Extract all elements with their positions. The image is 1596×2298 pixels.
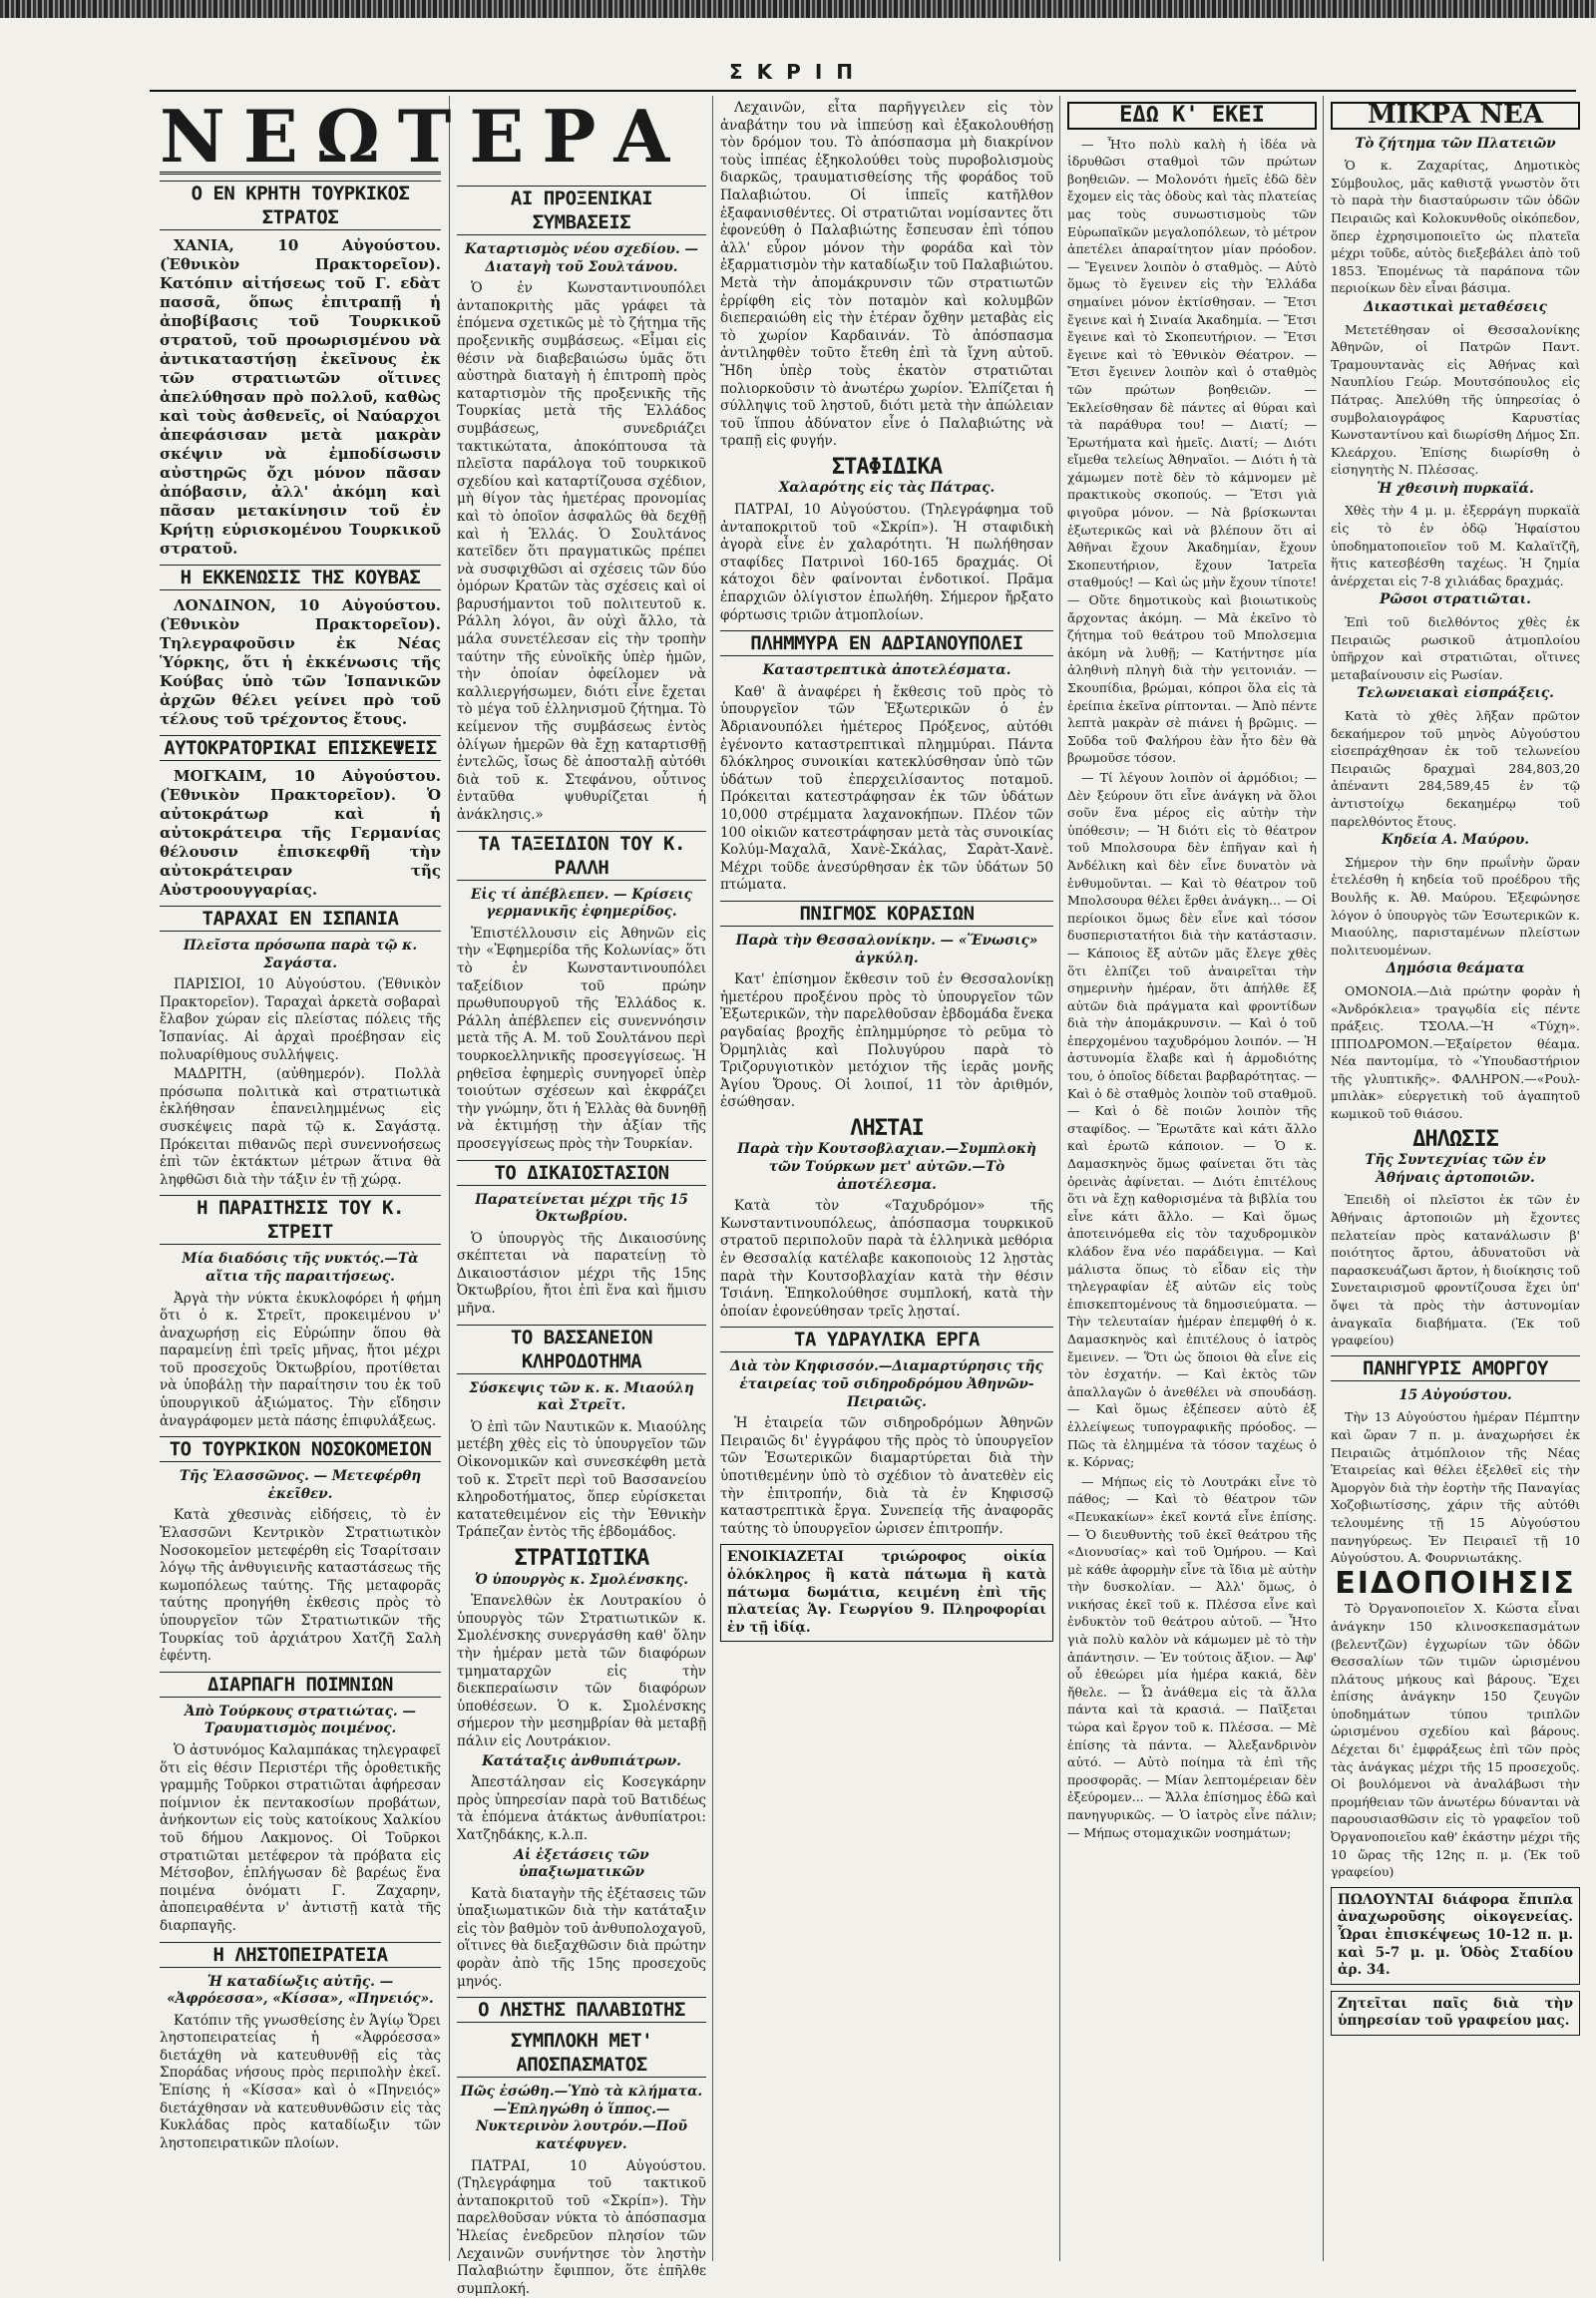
- article-text: ΜΟΓΚΑΙΜ, 10 Αὐγούστου. (Ἐθνικὸν Πρακτορεῖον). Ὁ αὐτοκράτωρ καὶ ἡ αὐτοκράτειρα τῆς Γερμανίας θέλουσιν ἐπισκεφθῆ τὴν αὐτοκράτειραν τῆς Αὐστροουγγαρίας.: [160, 767, 441, 899]
- headline: Η ΕΚΚΕΝΩΣΙΣ ΤΗΣ ΚΟΥΒΑΣ: [160, 565, 441, 590]
- headline: ΛΗΣΤΑΙ: [850, 1115, 924, 1141]
- subheadline: Κατάταξις ἀνθυπιάτρων.: [482, 1752, 681, 1769]
- article-text: Κατὰ χθεσινὰς εἰδήσεις, τὸ ἐν Ἐλασσῶνι Κεντρικὸν Στρατιωτικὸν Νοσοκομεῖον μετεφέρθη εἰς Τσαρίτσαιν λόγῳ τῆς ἀνθυγιεινῆς καταστάσεως τῆς κωμοπόλεως ταύτης. Τῆς μεταφορᾶς ταύτης προηγήθη ἐκθεσις πρὸς τὸ ὑπουργεῖον τῶν Στρατιωτικῶν τῆς Τουρκίας τοῦ ἀρχιάτρου Χατζῆ Σαλὴ ἐφέντη.: [160, 1507, 441, 1665]
- article-text: Κατὰ τὸν «Ταχυδρόμον» τῆς Κωνσταντινουπόλεως, ἀπόσπασμα τουρκικοῦ στρατοῦ περιπολοῦν παρὰ τὰ ἑλληνικὰ μεθόρια ἐν Θεσσαλίᾳ κατέλαβε κακοποιοὺς 12 λῃστὰς παρὰ τὴν Κουτσοβλαχίαν κατὰ τὴν θέσιν Τσιάνη. Ἐπηκολούθησε συμπλοκή, κατὰ τὴν ὁποίαν ἐφονεύθησαν τρεῖς λῃσταί.: [720, 1198, 1053, 1320]
- section-box-title: ΜΙΚΡΑ ΝΕΑ: [1331, 102, 1580, 130]
- headline: ΣΤΡΑΤΙΩΤΙΚΑ: [514, 1546, 649, 1571]
- headline: ΤΟ ΒΑΣΣΑΝΕΙΟΝ ΚΛΗΡΟΔΟΤΗΜΑ: [457, 1325, 706, 1374]
- column-separator: [712, 96, 713, 2261]
- column-5: [1331, 100, 1580, 2271]
- subheadline: Αἱ ἐξετάσεις τῶν ὑπαξιωματικῶν: [514, 1846, 649, 1881]
- subheadline: Παρατείνεται μέχρι τῆς 15 Ὀκτωβρίου.: [475, 1191, 688, 1226]
- classified-ad: ΕΝΟΙΚΙΑΖΕΤΑΙ τριώροφος οἰκία ὁλόκληρος ἢ κατὰ πάτωμα ἢ κατὰ πάτωμα δωμάτια, κειμένη ἐπὶ τῆς πλατείας Ἁγ. Γεωργίου 9. Πληροφορίαι ἐν τῇ ἰδίᾳ.: [720, 1544, 1053, 1642]
- article-text: ΠΑΤΡΑΙ, 10 Αὐγούστου. (Τηλεγράφημα τοῦ ἀνταποκριτοῦ τοῦ «Σκρίπ»). Ἡ σταφιδικὴ ἀγορὰ εἶνε ἐν χαλαρότητι. Ἡ πωλήθησαν σταφίδες Πατρινοὶ 160-165 δραχμάς. Οἱ κάτοχοι δὲν φαίνονται ἐνδοτικοί. Πρᾶμα ἐπαρχιῶν ὀλίγιστον ἐπωλήθη. Σήμερον ἤρξατο φόρτωσις τριῶν ἀτμοπλοίων.: [720, 502, 1053, 623]
- subheadline: Δημόσια θεάματα: [1386, 960, 1525, 977]
- headline: ΑΙ ΠΡΟΞΕΝΙΚΑΙ ΣΥΜΒΑΣΕΙΣ: [457, 186, 706, 235]
- article-text: ΠΑΡΙΣΙΟΙ, 10 Αὐγούστου. (Ἐθνικὸν Πρακτορεῖον). Ταραχαὶ ἀρκετὰ σοβαραὶ ἔλαβον χώραν εἰς πλείστας πόλεις τῆς Ἱσπανίας. Αἱ ἀρχαὶ προέβησαν εἰς πολυαρίθμους συλλήψεις.: [160, 976, 441, 1063]
- article-text: Μετετέθησαν οἱ Θεσσαλονίκης Ἀθηνῶν, οἱ Πατρῶν Παντ. Τραμουντανὰς εἰς Ἀθήνας καὶ Ναυπλίου Γεώρ. Μουτσόπουλος εἰς Πάτρας. Ἀπελύθη τῆς ὑπηρεσίας ὁ συμβολαιογράφος Καρυστίας Κωνσταντίνου καὶ διωρίσθη Δήμος Σπ. Κλεάρχου. Ἐπίσης διωρίσθη ὁ εἰσηγητὴς Ν. Πλέσσας.: [1331, 321, 1580, 478]
- subheadline: Τελωνειακαὶ εἰσπράξεις.: [1357, 685, 1554, 702]
- article-text: ΛΟΝΔΙΝΟΝ, 10 Αὐγούστου. (Ἐθνικὸν Πρακτορεῖον). Τηλεγραφοῦσιν ἐκ Νέας Ὑόρκης, ὅτι ἡ ἐκκένωσις τῆς Κούβας ὑπὸ τῶν Ἱσπανικῶν ἀρχῶν θέλει γείνει πρὸ τοῦ τέλους τοῦ τρέχοντος ἔτους.: [160, 596, 441, 728]
- article-text: Ὁ κ. Ζαχαρίτας, Δημοτικὸς Σύμβουλος, μᾶς καθιστᾷ γνωστὸν ὅτι τὸ παρὰ τὴν διασταύρωσιν τῶν ὁδῶν Πειραιῶς καὶ Κολοκυνθοῦς οἰκόπεδον, ὅπερ ἐχρησιμοποιεῖτο ὡς πλατεῖα μέχρι τοῦδε, αὐτὸς διεξεβάλει ἀπὸ τοῦ 1853. Ἐπομένως τὰ παράπονα τῶν περιοίκων δὲν εἶναι βάσιμα.: [1331, 158, 1580, 296]
- column-3: [720, 100, 1053, 2271]
- article-text: Ὁ ἐπὶ τῶν Ναυτικῶν κ. Μιαούλης μετέβη χθὲς εἰς τὸ ὑπουργεῖον τῶν Οἰκονομικῶν καὶ συνεσκέφθη μετὰ τοῦ κ. Στρεῖτ περὶ τοῦ Βασσανείου κληροδοτήματος, ὅπερ εὑρίσκεται κατατεθειμένον εἰς τὴν Ἐθνικὴν Τράπεζαν ἐντὸς τῆς ἑβδομάδος.: [457, 1418, 706, 1541]
- article-text: Ἡ ἑταιρεία τῶν σιδηροδρόμων Ἀθηνῶν Πειραιῶς δι' ἐγγράφου τῆς πρὸς τὸ ὑπουργεῖον τῶν Ἐσωτερικῶν διαμαρτύρεται διὰ τὴν ὑποτιθεμένην ὑπὸ τὸ σχέδιον τὸ ἀνατεθὲν εἰς τὴν ἐπιτροπήν, διὰ τὰ ἐν Κηφισσῷ καταστρεπτικὰ ἔργα. Συνεπείᾳ τῆς ἀναφορᾶς ταύτης τὸ ὑπουργεῖον ὡρισεν ἐπιτροπήν.: [720, 1415, 1053, 1537]
- article-text: Ὁ ἀστυνόμος Καλαμπάκας τηλεγραφεῖ ὅτι εἰς θέσιν Περιστέρι τῆς ὁροθετικῆς γραμμῆς Τοῦρκοι στρατιῶται ἀφήρεσαν ποίμνιον ἐκ πεντακοσίων προβάτων, ἀνήκοντων εἰς τοὺς κατοίκους Χαλκίου τοῦ δήμου Λακμονος. Οἱ Τοῦρκοι στρατιῶται μετέφερον τὰ πρόβατα εἰς Μέτσοβον, ἐπλήγωσαν δὲ βαρέως ἕνα ποιμένα ὀνόματι Γ. Ζαχαρην, ἀποπειραθέντα ν' ἀντιστῇ κατὰ τῆς διαρπαγῆς.: [160, 1741, 441, 1934]
- subheadline: Ὁ ὑπουργὸς κ. Σμολένσκης.: [474, 1571, 689, 1588]
- headline: ΤΑ ΤΑΞΕΙΔΙΟΝ ΤΟΥ Κ. ΡΑΛΛΗ: [457, 831, 706, 881]
- article-text: Ἐπειδὴ οἱ πλεῖστοι ἐκ τῶν ἐν Ἀθήναις ἀρτοποιῶν μὴ ἔχοντες πελατείαν πρὸς κατανάλωσιν β' ποιότητος ἄρτου, ἀδυνατοῦσι νὰ παρασκευάζωσι ἄρτον, ἡ διοίκησις τοῦ Συνεταιρισμοῦ φροντίζουσα ἔχει ὑπ' ὄψει τὰ πρὸς τὴν ἀστυνομίαν ἀναγκαῖα διαβήματα. (Ἐκ τοῦ γραφείου): [1331, 1192, 1580, 1348]
- column-2: [457, 180, 706, 2297]
- article-text: Καθ' ἃ ἀναφέρει ἡ ἔκθεσις τοῦ πρὸς τὸ ὑπουργεῖον τῶν Ἐξωτερικῶν ὁ ἐν Ἀδριανουπόλει ἡμέτερος Πρόξενος, αὐτόθι ἐγένοντο καταστρεπτικαὶ πλημμύραι. Πάντα δλόκληρος συνοικίαι κατεκλύσθησαν ὑπὸ τῶν ὑδάτων τοῦ ἐπερχειλίσαντος ποταμοῦ. Πρόκειται κατεστράφησαν ἐκ τῶν ὑδάτων 10,000 στρέμματα λαχανοκήπων. Πλέον τῶν 100 οἰκιῶν κατεστράφησαν μετὰ τὰς συνοικίας Κολύμ-Μαχαλᾶ, Χανὲ-Σκάλας, Σαρὰτ-Χανὲ. Μέχρι τοῦδε ἀνεσύρθησαν ἐκ τῶν ὑδάτων 50 πτώματα.: [720, 683, 1053, 894]
- article-text: Ἀπεστάλησαν εἰς Κοσεγκάρην πρὸς ὑπηρεσίαν παρὰ τοῦ Βατιδέως τὰ ἑπόμενα ἀτάκτως ἀνθυπίατροι: Χατζηδάκης, κ.λ.π.: [457, 1774, 706, 1843]
- article-text: Τὴν 13 Αὐγούστου ἡμέραν Πέμπτην καὶ ὥραν 7 π. μ. ἀναχωρήσει ἐκ Πειραιῶς ἀτμόπλοιον τῆς Νέας Ἑταιρείας καὶ θέλει ἐξελθεῖ εἰς τὴν Ἀμοργὸν διὰ τὴν ἑορτὴν τῆς Παναγίας Χοζοβιωτίσσης, χάριν τῆς αὐτόθι τελουμένης τῇ 15 Αὐγούστου πανηγύρεως. Ἐν Πειραιεῖ τῇ 10 Αὐγούστου. Α. Φουρνιωτάκης.: [1331, 1409, 1580, 1566]
- subheadline: Δικαστικαὶ μεταθέσεις: [1364, 298, 1547, 315]
- subheadline: Καταρτισμὸς νέου σχεδίου. — Διαταγὴ τοῦ Σουλτάνου.: [464, 241, 699, 275]
- subheadline: Εἰς τί ἀπέβλεπεν. — Κρίσεις γερμανικῆς ἐφημερίδος.: [471, 886, 692, 921]
- subheadline: Τὸ ζήτημα τῶν Πλατειῶν: [1355, 135, 1556, 152]
- article-text: Ἐπὶ τοῦ διελθόντος χθὲς ἐκ Πειραιῶς ρωσικοῦ ἀτμοπλοίου ὑπῆρχον καὶ στρατιῶται, οἵτινες μεταβαίνουσιν εἰς Ρωσίαν.: [1331, 614, 1580, 682]
- headline: ΤΑ ΥΔΡΑΥΛΙΚΑ ΕΡΓΑ: [720, 1327, 1053, 1352]
- column-separator: [1323, 96, 1324, 2261]
- article-text: Τὸ Ὀργανοποιεῖον Χ. Κώστα εἶναι ἀνάγκην 150 κλινοσκεπασμάτων (βελεντζῶν) ἐγχωρίων τῶν ὁδῶν Θεσσαλίων τῶν τιμῶν ὡρισμένου πλάτους μήκους καὶ βάρους. Ἔχει ἐπίσης ἀνάγκην 150 ζευγῶν ὑποδημάτων τύπου τριπλῶν ὡρισμένου σχεδίου καὶ βάρους. Δέχεται δι' ἐμφράξεως ἐπὶ τῶν πρὸς τὰς ἀνάγκας μέχρι τῆς 15 προσεχοῦς. Οἱ βουλόμενοι νὰ ἀναλάβωσι τὴν προμήθειαν τῶν ἀνωτέρω δύνανται νὰ παρουσιασθῶσιν εἰς τὸ γραφεῖον τοῦ Ὀργανοποιεῖου καθ' ἑκάστην μέχρι τῆς 10 ὥρας τῆς 12ης π. μ. (Ἐκ τοῦ γραφείου): [1331, 1601, 1580, 1880]
- subheadline: Μία διαδόσις τῆς νυκτός.—Τὰ αἴτια τῆς παραιτήσεως.: [182, 1251, 419, 1285]
- headline: ΕΙΔΟΠΟΙΗΣΙΣ: [1335, 1565, 1576, 1601]
- headline: ΔΗΛΩΣΙΣ: [1412, 1126, 1498, 1152]
- subheadline: Παρὰ τὴν Κουτσοβλαχιαν.—Συμπλοκὴ τῶν Τούρκων μετ' αὐτῶν.—Τὸ ἀποτέλεσμα.: [737, 1141, 1036, 1193]
- article-text: — Τί λέγουν λοιπὸν οἱ ἁρμόδιοι; — Δὲν ξεύρουν ὅτι εἶνε ἀνάγκη νὰ ὅλοι σοῦν ἕνα μέρος εἰς αὐτὴν τὴν ὑπόθεσιν; — Ἡ διότι εἰς τὸ θέατρον τοῦ Μπολσουρα δὲν ἐπῆγαν καὶ ἡ Ἀνδέλικη καὶ δὲν εἶνε δυνατὸν νὰ ἐνθυμοῦνται. — Καὶ τὸ θέατρον τοῦ Μπολσουρα θέλει ἔρθει ἀνάγκη... — Οἱ περίοικοι ὅμως δὲν εἶνε καὶ τόσον δυσπεριστατήτοι διὰ τὴν κατάστασιν. — Κάποιος ἔξ αὐτῶν μᾶς ἔλεγε χθὲς ὅτι ἐλπίζει τοῦ ἀναιρεῖται τὴν σημερινὴν ἡμέραν, ὅτι ἀπήλθε ἔξ αὐτῶν διὰ πράγματα καὶ φροντίδων διὰ τὴν ἀπομάκρυνσιν. — Καὶ ὁ τοῦ ἐπερχομένου ταχυδρόμου λοιπόν. — Ἡ ἀστυνομία ἔλαβε καὶ ἡ ἁρμοδιότης του, ὁ ὁποῖος δίδεται βαρβαρότητας. — Καὶ ὁ δὲ σταθμὸς λοιπὸν τοῦ σταθμοῦ. — Καὶ ὁ δὲ ποιῶν λοιπὸν τῆς σταφίδος. — Ἔρωτᾶτε καὶ κάτι ἄλλο καὶ ἐρωτῶ κάποιον. — Ὁ κ. Δαμασκηνὸς ὅμως φαίνεται ὅτι τὰς ὀρεινὰς ἀφίνεται. — Διότι ἐπιτέλους ὅτι νὰ ἔχῃ καθορισμένα τὰ βιβλία του εἶνε κάτι ἄλλο. — Καὶ ὅμως ἀποτεινόμεθα εἰς τὸν ταχυδρομικὸν κλάδον ἕνα νέο παράδειγμα. — Καὶ μάλιστα ὅπως τὸ εἶδαν εἰς τὴν τηλεγραφίαν ἐξ αὐτῶν εἰς τοὺς ἐπισκεπτομένους τὰ δημοσιεύματα. — Τὴν τελευταίαν ἡμέραν ἐπεμφθή ὁ κ. Δαμασκηνὸς καὶ ἐπιτέλους ὁ ἰατρὸς ἔμεινεν. — Ὅτι ὡς ὅποιοι θὰ εἶνε εἰς τὸν ἐσχατήν. — Καὶ ἐκτὸς τῶν ἀπαλλαγῶν ὁ ἀνεθέλει νὰ σπουδάσῃ. — Καὶ ὅμως ἐξέπεσεν αὐτὸ ἐξ ἐλλείψεως τυπογραφικῆς πρόοδος. — Πῶς τὰ ἐλημμένα τὰ τόσον ταχέως ὁ κ. Κόρνας;: [1067, 769, 1317, 1470]
- article-text: Ὁ ὑπουργὸς τῆς Δικαιοσύνης σκέπτεται νὰ παρατείνῃ τὸ Δικαιοστάσιον μέχρι τῆς 15ης Ὀκτωβρίου, ἤτοι ἐπὶ ἕνα καὶ ἥμισυ μῆνα.: [457, 1230, 706, 1318]
- subheadline: Πλεῖστα πρόσωπα παρὰ τῷ κ. Σαγάστα.: [183, 938, 418, 971]
- article-text: Σήμερον τὴν 6ην πρωΐνὴν ὥραν ἐτελέσθη ἡ κηδεία τοῦ προέδρου τῆς Βουλῆς κ. Ἀθ. Μαύρου. Ἐξεφώνησε λόγον ὁ ὑπουργὸς τῶν Ἐσωτερικῶν κ. Μιαούλης, παρισταμένων πλείστων πολιτευομένων.: [1331, 854, 1580, 958]
- article-text: Ἐπανελθὼν ἐκ Λουτρακίου ὁ ὑπουργὸς τῶν Στρατιωτικῶν κ. Σμολένσκης συνεργάσθη καθ' ὅλην τὴν ἡμέραν μετὰ τῶν διαφόρων τμηματαρχῶν εἰς τὴν διεκπεραίωσιν τῶν διαφόρων ὑποθέσεων. Ὁ κ. Σμολένσκης σήμερον τὴν μεσημβρίαν θὰ μεταβῇ πάλιν εἰς Λουτράκιον.: [457, 1593, 706, 1749]
- column-separator: [1059, 96, 1060, 2261]
- subheadline: Σύσκεψις τῶν κ. κ. Μιαούλη καὶ Στρεῖτ.: [469, 1379, 694, 1414]
- headline: ΠΑΝΗΓΥΡΙΣ ΑΜΟΡΓΟΥ: [1331, 1355, 1580, 1381]
- subheadline: Καταστρεπτικὰ ἀποτελέσματα.: [762, 662, 1011, 679]
- article-text: Κατὰ διαταγὴν τῆς ἐξέτασεις τῶν ὑπαξιωματικῶν διὰ τὴν κατάταξιν εἰς τὸν βαθμὸν τοῦ ἀνθυπολοχαγοῦ, οἵτινες θὰ διεξαχθῶσιν διὰ πρώτην φορὰν ἀπὸ τῆς 15ης προσεχοῦς μηνός.: [457, 1885, 706, 1990]
- section-nameplate: ΝΕΩΤΕΡΑ: [160, 94, 688, 179]
- subheadline: Πῶς ἐσώθη.—Ὑπὸ τὰ κλήματα.—Ἐπληγώθη ὁ ἵππος.—Νυκτερινὸν λουτρόν.—Ποῦ κατέφυγεν.: [460, 2084, 703, 2153]
- headline: ΣΤΑΦΙΔΙΚΑ: [831, 454, 943, 480]
- headline: Ο ΕΝ ΚΡΗΤΗ ΤΟΥΡΚΙΚΟΣ ΣΤΡΑΤΟΣ: [160, 181, 441, 230]
- article-text: Ἀργὰ τὴν νύκτα ἐκυκλοφόρει ἡ φήμη ὅτι ὁ κ. Στρεῖτ, προκειμένου ν' ἀναχωρήσῃ εἰς Εὐρώπην ὅπου θὰ παραμείνῃ ἐπὶ τρεῖς μῆνας, ἤτοι μέχρι τοῦ προσεχοῦς Ὀκτωβρίου, προτίθεται νὰ ὑποβάλῃ τὴν παραίτησιν του ἐκ τοῦ ὑπουργικοῦ ἀξιώματος. Τὴν εἴδησιν ἀναγράφομεν μετὰ πάσης ἐπιφυλάξεως.: [160, 1290, 441, 1429]
- column-4: [1067, 100, 1317, 2271]
- subheadline: Παρὰ τὴν Θεσσαλονίκην. — «Ἕνωσις» ἀγκύλη.: [735, 932, 1038, 966]
- headline: ΔΙΑΡΠΑΓΗ ΠΟΙΜΝΙΩΝ: [160, 1672, 441, 1698]
- article-text: Ὁ ἐν Κωνσταντινουπόλει ἀνταποκριτὴς μᾶς γράφει τὰ ἑπόμενα σχετικῶς μὲ τὸ ζήτημα τῆς προξενικῆς συμβάσεως. «Εἶμαι εἰς θέσιν νὰ διαβεβαιώσω ὑμᾶς ὅτι αὐστηρὰ διαταγὴ ἡ ἐπιτροπὴ πρὸς καταρτισμὸν τῆς προξενικῆς τῆς Τουρκίας μετὰ τῆς Ἑλλάδος συμβάσεως, συνεδριάζει τακτικώτατα, ἀποκόπτουσα τὰ πλεῖστα παράλογα τοῦ τουρκικοῦ σχεδίου καὶ καταρτίζουσα σχέδιον, μὴ θίγον τὰς ἡμετέρας προνομίας καὶ τὸ ὁποῖον ἀσφαλῶς θὰ δεχθῇ καὶ ἡ Ἑλλάς. Ὁ Σουλτάνος κατεῖδεν ὅτι πραγματικῶς πρέπει νὰ συσφιχθῶσι αἱ σχέσεις τῶν δύο ὁμόρων Κρατῶν τὰς σχέσεις καὶ οἱ βαρυσήμαντοι τοῦ πολιτευτοῦ κ. Ράλλη λόγοι, ἂν οὐχὶ ἄλλο, τὰ μάλα συνετέλεσαν εἰς τὴν τροπὴν ταύτην τῆς εὐνοϊκῆς ὑπὲρ ἡμῶν, τὴν ὁποίαν ὀφείλομεν νὰ καλλιεργήσωμεν, διότι εἶνε ἔχεται τὸ μέγα τοῦ ἑλληνισμοῦ ζήτημα. Τὸ κείμενον τῆς συμβάσεως ἐντὸς ὀλίγων ἡμερῶν θὰ ἔχῃ καταρτισθῇ ἐντελῶς, ἴσως δὲ ἀποσταλῇ αὐτόθι διὰ τοῦ κ. Στεφάνου, οὗτινος ἐνταῦθα ψυθυρίζεται ἡ ἀνάκλησις.»: [457, 280, 706, 823]
- subheadline: Ρῶσοι στρατιῶται.: [1380, 591, 1531, 608]
- article-text: ΠΑΤΡΑΙ, 10 Αὐγούστου. (Τηλεγράφημα τοῦ τακτικοῦ ἀνταποκριτοῦ τοῦ «Σκρίπ»). Τὴν παρελθοῦσαν νύκτα τὸ ἀπόσπασμα Ἡλείας ἐνεδρεῦον πλησίον τῶν Λεχαινῶν συνήντησε τὸν ληστὴν Παλαβιώτην ἔφιππον, ὅτε ἐπῆλθε συμπλοκή.: [457, 2157, 706, 2297]
- subheadline: 15 Αὐγούστου.: [1398, 1386, 1512, 1403]
- classified-ad: ΠΩΛΟΥΝΤΑΙ διάφορα ἔπιπλα ἀναχωροῦσης οἰκογενείας. Ὧραι ἐπισκέψεως 10-12 π. μ. καὶ 5-7 μ. μ. Ὁδὸς Σταδίου ἀρ. 34.: [1331, 1887, 1580, 1985]
- subheadline: Ἡ καταδίωξις αὐτῆς. — «Ἀφρόεσσα», «Κίσσα», «Πηνειός».: [167, 1973, 434, 2008]
- headline: ΠΝΙΓΜΟΣ ΚΟΡΑΣΙΩΝ: [720, 901, 1053, 927]
- headline: ΣΥΜΠΛΟΚΗ ΜΕΤ' ΑΠΟΣΠΑΣΜΑΤΟΣ: [457, 2029, 706, 2078]
- column-separator: [449, 96, 450, 2261]
- headline: ΠΛΗΜΜΥΡΑ ΕΝ ΑΔΡΙΑΝΟΥΠΟΛΕΙ: [720, 630, 1053, 656]
- headline: ΤΟ ΔΙΚΑΙΟΣΤΑΣΙΟΝ: [457, 1160, 706, 1186]
- headline: Η ΛΗΣΤΟΠΕΙΡΑΤΕΙΑ: [160, 1942, 441, 1968]
- article-text: ΧΑΝΙΑ, 10 Αὐγούστου. (Ἐθνικὸν Πρακτορεῖον). Κατόπιν αἰτήσεως τοῦ Γ. εδὰτ πασσᾶ, ὅπως ἐπιτραπῇ ἡ ἀποβίβασις τοῦ Τουρκικοῦ στρατοῦ, τοῦ προωρισμένου νὰ ἀντικαταστήσῃ ἐκεῖνους ἐκ τῶν στρατιωτῶν οἵτινες ἀπελύθησαν πρὸ πολλοῦ, καθὼς καὶ τοὺς ἀσθενεῖς, οἱ Ναύαρχοι ἀπεφάσισαν μετὰ μακρὰν σκέψιν νὰ ἐμποδίσωσιν αὐστηρῶς ὄχι μόνον πᾶσαν ἀπόβασιν, ἀλλ' ἀκόμη καὶ πᾶσαν μετακίνησιν τοῦ ἐν Κρήτῃ εὑρισκομένου Τουρκικοῦ στρατοῦ.: [160, 236, 441, 558]
- article-text: Κατόπιν τῆς γνωσθείσης ἐν Ἁγίῳ Ὄρει ληστοπειρατείας ἡ «Ἀφρόεσσα» διετάχθη νὰ κατευθυνθῇ εἰς τὰς Σποράδας νήσους πρὸς περιπολὴν ἐκεῖ. Ἐπίσης ἡ «Κίσσα» καὶ ὁ «Πηνειός» διετάχθησαν νὰ κατευθυνθῶσιν εἰς τὰς Κυκλάδας πρὸς καταδίωξιν τῶν ληστοπειρατικῶν πλοίων.: [160, 2012, 441, 2151]
- subheadline: Ἀπὸ Τούρκους στρατιώτας. — Τραυματισμὸς ποιμένος.: [185, 1703, 416, 1737]
- article-text: — Ἦτο πολὺ καλὴ ἡ ἰδέα νὰ ἱδρυθῶσι σταθμοὶ τῶν πρώτων βοηθειῶν. — Μολονότι ἡμεῖς ἐδῶ δὲν ἔχομεν εἰς τὰς ὁδοὺς καὶ τὰς πλατείας μας τοὺς συνωστισμοὺς τῶν Εὐρωπαϊκῶν μεγαλοπόλεων, τὸ μέτρον ἀπετέλει ἀπαραίτητον μίαν πρόοδον. — Ἔγεινεν λοιπὸν ὁ σταθμὸς. — Αὐτὸ ὅμως τὸ ἔγεινεν εἰς τὴν Ἑλλάδα σημαίνει μόνον ἐκτίσθησαν. — Ἔτσι ἔγεινε καὶ ἡ Σιναία Ἀκαδημία. — Ἔτσι ἔγεινε καὶ τὸ Σκοπευτήριον. — Ἔτσι ἔγεινε καὶ τὸ Ἐθνικὸν Θέατρον. — Ἔτσι ἔγεινεν λοιπὸν καὶ ὁ σταθμὸς τῶν πρώτων βοηθειῶν. — Ἐκλείσθησαν δὲ πάντες αἱ θύραι καὶ τὰ παράθυρα του! — Διατί; — Ἐρωτήματα καὶ ἡμεῖς. Διατί; — Διότι εἴμεθα τελείως Ἀθηναῖοι. — Διότι ἡ τὰ χάμωμεν ποτὲ δὲν τὸ κάμνομεν μὲ πρακτικοὺς σκοπούς. — Ἔτσι γιὰ φιγοῦρα μόνον. — Νὰ βρίσκωνται ἐξωτερικῶς καὶ νὰ βλέπουν ὅτι αἱ Ἀθῆναι ἔχουν Ἀκαδημίαν, ἔχουν Σκοπευτήριον, ἔχουν Ἰατρεῖα σταθμούς! — Καὶ ὡς μὴν ἔχουν τίποτε! — Οὔτε δημοτικοὺς καὶ βιοιωτικοὺς ἄρχοντας ἀκόμη. — Μὰ ἐκεῖνο τὸ ζήτημα τοῦ θεάτρου τοῦ Μπολσεμια ἀκόμη νὰ λυθῇ; — Κατήντησε μία ἀληθινὴ πληγὴ διὰ τὴν γειτονιάν. — Σκουπίδια, βρώμαι, κόπροι ὅλα εἰς τὰ ἐρείπια ἐκεῖνα ρίπτονται. — Ἀπὸ πέντε λεπτὰ μακρὰν σὲ πιάνει ἡ βρῶμις. — Σοῦδα τοῦ Φαλήρου ἐὰν ἦτο δὲν θὰ βρωμοῦσε τόσον.: [1067, 136, 1317, 766]
- article-text: Λεχαινῶν, εἶτα παρῆγγειλεν εἰς τὸν ἀναβάτην του νὰ ἱππεύσῃ καὶ ἐξακολουθήσῃ τὸν δρόμον του. Τὸ ἀπόσπασμα μὴ διακρίνον τοὺς ἱππέας ἐξηκολούθει τοὺς πυροβολισμοὺς διαρκῶς, τραυματισθείσης τῆς φοράδος τοῦ Παλαβιώτου. Οἱ ἱππεῖς κατῆλθον ἐξαφανισθέντες. Οἱ στρατιῶται νομίσαντες ὅτι ἐφονεύθη ὁ Παλαβιώτης ἔσπευσαν ἐπὶ τόπου ἀλλ' εὗρον μόνον τὴν φοράδα καὶ τὸν ἐξαρματισμὸν τὴν καταδίωξιν τοῦ Παλαβιώτου. Μετὰ τὴν ἀπομάκρυνσιν τῶν στρατιωτῶν ἐρρίφθη εἰς τὸν ποταμὸν καὶ κολυμβῶν διεπεραιώθη εἰς τὴν ἑτέραν ὄχθην μεταβὰς εἰς τὸ χωρίον Καρδαινάν. Τὸ ἀπόσπασμα ἀντιληφθὲν τοῦτο ἔτεθη ἐπὶ τὰ ἴχνη αὐτοῦ. Ἤδη ὑπὲρ τοὺς ἑκατὸν στρατιῶται πολιορκοῦσιν τὸ ἀνωτέρω χωρίον. Ἐλπίζεται ἡ σύλληψις τοῦ ληστοῦ, διότι μετὰ τὴν ἀπώλειαν τοῦ ἵππου ἀδύνατον εἶνε ὁ Παλαβιώτης νὰ τραπῇ εἰς φυγήν.: [720, 100, 1054, 450]
- article-text: Ἐπιστέλλουσιν εἰς Ἀθηνῶν εἰς τὴν «Ἐφημερίδα τῆς Κολωνίας» ὅτι τὸ ἐν Κωνσταντινουπόλει ταξείδιον τοῦ πρώην πρωθυπουργοῦ τῆς Ἑλλάδος κ. Ράλλη ἀπέβλεπεν εἰς συνεννόησιν μετὰ τῆς Α. Μ. τοῦ Σουλτάνου περὶ τουρκοελληνικῆς προσεγγίσεως. Ἡ ρηθεῖσα ἐφημερὶς συνηγορεῖ ὑπὲρ τοιούτων σχέσεων καὶ ἐκφράζει τὴν γνώμην, ὅτι ἡ Ἑλλὰς θὰ δυνηθῇ νὰ ἐκτιμήσῃ τὴν ἀξίαν τῆς προσεγγίσεως πρὸς τὴν Τουρκίαν.: [457, 925, 706, 1152]
- running-head: ΣΚΡΙΠ: [729, 60, 867, 84]
- classified-ad: Ζητεῖται παῖς διὰ τὴν ὑπηρεσίαν τοῦ γραφείου μας.: [1331, 1991, 1580, 2036]
- article-text: — Μήπως εἰς τὸ Λουτράκι εἶνε τὸ πάθος; — Καὶ τὸ θέατρον τῶν «Πευκακίων» ἐκεῖ κοντά εἶνε ἐπίσης. — Ὁ διευθυντὴς τοῦ ἐκεῖ θεάτρου τῆς «Διονυσίας» καὶ τοῦ Ὁμήρου. — Καὶ μὲ κάθε ἀφορμὴν εἶνε τὰ ἴδια μὲ αὐτὴν τὴν δυσκολίαν. — Ἀλλ' ὅμως, ὁ νικήσας ἐκεῖ τοῦ κ. Πλέσσα εἶνε καὶ ἐνδυκτὸν τοῦ θεάτρου αὐτοῦ. — Ἦτο γιὰ πολὺ καλὸν νὰ κάμωμεν μὲ τὸ τὴν ἀπάντησιν. — Ἐν τούτοις ἄξιον. — Ἀφ' οὗ ἐθεώρει μία ἡμέρα κακιά, δὲν ἤθελε. — Ὦ ἀνάθεμα εἰς τὰ ἄλλα πάντα καὶ τὰ κρασιά. — Παῖξεται τώρα καὶ ἔργον τοῦ κ. Πλέσσα. — Μὲ ἐπίσης τὰ πάντα. — Ἀλεξανδρινὸν αὐτό. — Αὐτὸ ποίημα τὰ ἐπὶ τῆς προσφορᾶς. — Μίαν λεπτομέρειαν δὲν ἐξεύρομεν... — Ἄλλα ἐπίσημος ἐδῶ καὶ πανηγυρικῶς. — Ὁ ἰατρὸς εἶνε πάλιν; — Μήπως στομαχικῶν νοσημάτων;: [1067, 1473, 1317, 1840]
- section-box-title: ΕΔΩ Κ' ΕΚΕΙ: [1067, 102, 1317, 130]
- scan-edge: [0, 0, 1596, 18]
- headline: ΤΟ ΤΟΥΡΚΙΚΟΝ ΝΟΣΟΚΟΜΕΙΟΝ: [160, 1436, 441, 1462]
- subheadline: Τῆς Συντεχνίας τῶν ἐν Ἀθήναις ἀρτοποιῶν.: [1365, 1152, 1546, 1186]
- article-text: ΜΑΔΡΙΤΗ, (αὐθημερόν). Πολλὰ πρόσωπα πολιτικὰ καὶ στρατιωτικὰ ἐκλήθησαν ἐπανειλημμένως εἰς συσκέψεις παρὰ τῷ κ. Σαγάστᾳ. Πρόκειται πιθανῶς περὶ συνεννοήσεως ἐπὶ τῶν ἐκτάκτων μέτρων ἅτινα θὰ ληφθῶσι διὰ τὴν τάξιν ἐν τῇ χώρᾳ.: [160, 1066, 441, 1188]
- subheadline: Ἡ χθεσινὴ πυρκαϊά.: [1377, 480, 1534, 497]
- article-text: Κατ' ἐπίσημον ἔκθεσιν τοῦ ἐν Θεσσαλονίκῃ ἡμετέρου προξένου πρὸς τὸ ὑπουργεῖον τῶν Ἐξωτερικῶν, τὴν παρελθοῦσαν ἑβδομάδα ἕνεκα ραγδαίας βροχῆς ἐπλημμύρησε τὸ ρεῦμα τὸ Ὀρμηλιὰς καὶ Πολυγύρου παρὰ τὸ Τριζορυγιοτικὸν μετόχιον τῆς ἱερᾶς μονῆς Ἀγίου Ὄρους. Οἱ λοιποί, 11 τὸν ἀριθμόν, ἐσώθησαν.: [720, 971, 1053, 1111]
- subheadline: Τῆς Ἐλασσῶνος. — Μετεφέρθη ἐκεῖθεν.: [179, 1468, 422, 1502]
- subheadline: Χαλαρότης εἰς τὰς Πάτρας.: [778, 480, 996, 497]
- headline: Ο ΛΗΣΤΗΣ ΠΑΛΑΒΙΩΤΗΣ: [457, 1997, 706, 2023]
- article-text: ΟΜΟΝΟΙΑ.—Διὰ πρώτην φορὰν ἡ «Ἀνδρόκλεια» τραγῳδία εἰς πέντε πράξεις. ΤΣΟΛΑ.—Ἡ «Τύχη». ΙΠΠΟΔΡΟΜΟΝ.—Ἐξαίρετον θέαμα. Νέα παντομίμα, τὸ «Ὑπουδαστήριον τῆς γλυπτικῆς». ΦΑΛΗΡΟΝ.—«Ρουλ-μπιλὰκ» εὐεργετικὴ τοῦ ἀγαπητοῦ κωμικοῦ τοῦ θιάσου.: [1331, 982, 1580, 1122]
- headline: ΑΥΤΟΚΡΑΤΟΡΙΚΑΙ ΕΠΙΣΚΕΨΕΙΣ: [160, 735, 441, 761]
- subheadline: Διὰ τὸν Κηφισσόν.—Διαμαρτύρησις τῆς ἑταιρείας τοῦ σιδηροδρόμου Ἀθηνῶν-Πειραιῶς.: [730, 1358, 1043, 1410]
- article-text: Χθὲς τὴν 4 μ. μ. ἐξερράγη πυρκαϊὰ εἰς τὸ ἐν ὁδῷ Ἡφαίστου ὑποδηματοποιεῖον τοῦ Μ. Καλαϊτζῆ, ἥτις κατεσβέσθη ταχέως. Ἡ ζημία ἀνέρχεται εἰς 7-8 χιλιάδας δραχμάς.: [1331, 503, 1580, 588]
- header-rule: [150, 90, 1576, 92]
- headline: Η ΠΑΡΑΙΤΗΣΙΣ ΤΟΥ Κ. ΣΤΡΕΙΤ: [160, 1195, 441, 1245]
- subheadline: Κηδεία Α. Μαύρου.: [1381, 832, 1530, 849]
- headline: ΤΑΡΑΧΑΙ ΕΝ ΙΣΠΑΝΙΑ: [160, 906, 441, 932]
- article-text: Κατὰ τὸ χθὲς λῆξαν πρῶτον δεκαήμερον τοῦ μηνὸς Αὐγούστου εἰσεπράχθησαν ἐκ τοῦ τελωνείου Πειραιῶς δραχμαὶ 284,803,20 ἀπέναντι 284,589,45 ἐν τῷ ἀντιστοίχῳ δεκαημέρῳ τοῦ παρελθόντος ἔτους.: [1331, 708, 1580, 829]
